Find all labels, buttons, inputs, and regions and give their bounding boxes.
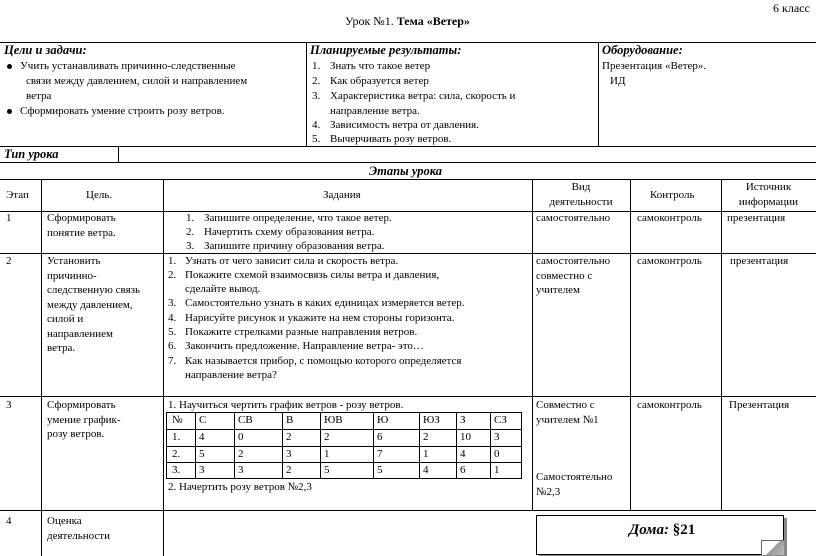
- row1-stage: 1: [6, 212, 12, 224]
- row2-control: самоконтроль: [637, 255, 702, 267]
- row1-activity: самостоятельно: [536, 212, 611, 224]
- row2-goal: Установить причинно- следственную связь между давлением, силой и направлением ветра.: [47, 255, 141, 354]
- goals-item-1-cont2: ветра: [26, 90, 52, 102]
- wind-cell: 2.: [172, 448, 181, 460]
- results-item: направление ветра.: [330, 105, 420, 117]
- homework-label: Дома: §21: [629, 522, 696, 538]
- task-item: Нарисуйте рисунок и укажите на нем стороны горизонта.: [185, 312, 455, 324]
- page-curl-icon: [761, 540, 784, 555]
- wind-cell: 4: [460, 448, 466, 460]
- wind-header: Ю: [377, 414, 389, 426]
- wind-cell: 5: [377, 464, 383, 476]
- goals-title: Цели и задачи:: [4, 43, 87, 57]
- wind-cell: 2: [286, 464, 292, 476]
- wind-cell: 2: [238, 448, 244, 460]
- task-item: сделайте вывод.: [185, 283, 261, 295]
- task-item: Покажите схемой взаимосвязь силы ветра и давления,: [185, 269, 440, 281]
- wind-cell: 1: [494, 464, 500, 476]
- task-item: Покажите стрелками разные направления ветров.: [185, 326, 418, 338]
- bullet-icon: [7, 109, 12, 114]
- wind-header: С: [199, 414, 207, 426]
- task-item: Узнать от чего зависит сила и скорость ветра.: [185, 255, 399, 267]
- row2-source: презентация: [730, 255, 789, 267]
- wind-cell: 4: [423, 464, 429, 476]
- task-item: Как называется прибор, с помощью которого определяется: [185, 355, 462, 367]
- row3-stage: 3: [6, 399, 12, 411]
- task-item: Закончить предложение. Направление ветра- это…: [185, 340, 424, 352]
- task-item: направление ветра?: [185, 369, 277, 381]
- wind-cell: 1.: [172, 431, 181, 443]
- task-item: Запишите причину образования ветра.: [204, 240, 385, 252]
- goals-item-1: Учить устанавливать причинно-следственные: [7, 59, 235, 74]
- row4-goal: Оценка деятельности: [47, 515, 110, 542]
- row3-control: самоконтроль: [637, 399, 702, 411]
- row1-goal: Сформировать понятие ветра.: [47, 212, 116, 239]
- wind-cell: 2: [423, 431, 429, 443]
- task-item: Начертить схему образования ветра.: [204, 226, 375, 238]
- wind-cell: 0: [494, 448, 500, 460]
- wind-header: В: [286, 414, 294, 426]
- wind-cell: 3.: [172, 464, 181, 476]
- row1-control: самоконтроль: [637, 212, 702, 224]
- equipment-line-2: ИД: [610, 75, 626, 87]
- wind-header: СЗ: [494, 414, 507, 426]
- equipment-title: Оборудование:: [602, 43, 683, 57]
- wind-cell: 7: [377, 448, 383, 460]
- wind-cell: 4: [199, 431, 205, 443]
- stages-title: Этапы урока: [369, 164, 443, 178]
- lesson-type-label: Тип урока: [4, 147, 59, 161]
- task-item: Самостоятельно узнать в каких единицах измеряется ветер.: [185, 297, 465, 309]
- wind-cell: 10: [460, 431, 471, 443]
- wind-cell: 5: [199, 448, 205, 460]
- wind-header: ЮВ: [324, 414, 343, 426]
- col-activity: Вид деятельности: [549, 181, 613, 208]
- wind-header: №: [172, 414, 183, 426]
- wind-cell: 3: [494, 431, 500, 443]
- row4-stage: 4: [6, 515, 12, 527]
- lesson-topic: Тема «Ветер»: [396, 14, 470, 28]
- results-item: Вычерчивать розу ветров.: [330, 133, 452, 145]
- wind-cell: 1: [423, 448, 429, 460]
- row1-source: презентация: [727, 212, 786, 224]
- wind-cell: 3: [199, 464, 205, 476]
- wind-cell: 2: [286, 431, 292, 443]
- col-stage: Этап: [6, 189, 29, 201]
- goals-item-1-cont: связи между давлением, силой и направлением: [26, 75, 248, 87]
- col-goal: Цель.: [86, 189, 113, 201]
- wind-header: ЮЗ: [423, 414, 440, 426]
- row3-goal: Сформировать умение график- розу ветров.: [47, 399, 121, 440]
- wind-cell: 3: [238, 464, 244, 476]
- wind-cell: 1: [324, 448, 330, 460]
- results-item: Зависимость ветра от давления.: [330, 119, 479, 131]
- row3-task-1: 1. Научиться чертить график ветров - розу ветров.: [168, 399, 404, 411]
- wind-cell: 2: [324, 431, 330, 443]
- goals-item-2: Сформировать умение строить розу ветров.: [7, 104, 225, 119]
- results-title: Планируемые результаты:: [310, 43, 462, 57]
- row2-stage: 2: [6, 255, 12, 267]
- wind-cell: 5: [324, 464, 330, 476]
- wind-header: СВ: [238, 414, 253, 426]
- col-source: Источник информации: [738, 181, 799, 208]
- row3-source: Презентация: [729, 399, 790, 411]
- lesson-prefix: Урок №1.: [345, 14, 394, 28]
- row3-activity-b: Самостоятельно №2,3: [536, 471, 613, 498]
- row3-activity-a: Совместно с учителем №1: [536, 399, 599, 426]
- bullet-icon: [7, 64, 12, 69]
- wind-cell: 3: [286, 448, 292, 460]
- equipment-line-1: Презентация «Ветер».: [602, 60, 707, 72]
- homework-box: [536, 515, 784, 555]
- results-item: Знать что такое ветер: [330, 60, 431, 72]
- row2-activity: самостоятельно совместно с учителем: [536, 255, 611, 296]
- task-item: Запишите определение, что такое ветер.: [204, 212, 392, 224]
- lesson-title: [345, 14, 470, 29]
- results-item: Как образуется ветер: [330, 75, 429, 87]
- homework-value: §21: [672, 522, 696, 538]
- wind-cell: 6: [377, 431, 383, 443]
- wind-header: З: [460, 414, 466, 426]
- results-item: Характеристика ветра: сила, скорость и: [330, 90, 516, 102]
- wind-cell: 6: [460, 464, 466, 476]
- col-control: Контроль: [650, 189, 695, 201]
- wind-cell: 0: [238, 431, 244, 443]
- row3-task-2: 2. Начертить розу ветров №2,3: [168, 481, 312, 493]
- col-tasks: Задания: [323, 189, 361, 201]
- grade-label: 6 класс: [773, 1, 810, 15]
